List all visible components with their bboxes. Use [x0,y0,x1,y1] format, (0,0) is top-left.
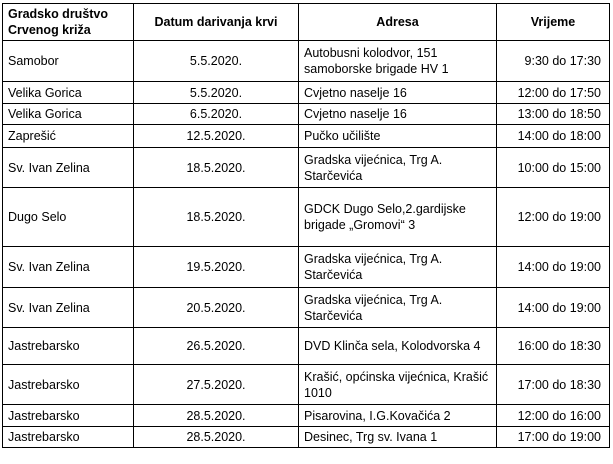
time-cell: 12:00 do 19:00 [497,188,610,247]
table-row [3,125,610,148]
time-cell: 12:00 do 16:00 [497,405,610,427]
org-cell: Jastrebarsko [3,427,134,448]
date-cell: 19.5.2020. [134,247,299,288]
org-cell: Velika Gorica [3,82,134,104]
address-cell: DVD Klinča sela, Kolodvorska 4 [299,328,497,365]
org-cell: Dugo Selo [3,188,134,247]
address-cell: Cvjetno naselje 16 [299,104,497,125]
org-cell: Velika Gorica [3,104,134,125]
date-cell: 18.5.2020. [134,148,299,188]
time-cell: 9:30 do 17:30 [497,41,610,82]
address-cell: Krašić, općinska vijećnica, Krašić 1010 [299,365,497,405]
table-row [3,427,610,448]
time-cell: 12:00 do 17:50 [497,82,610,104]
header-time: Vrijeme [497,4,610,41]
time-cell: 17:00 do 18:30 [497,365,610,405]
table-row [3,328,610,365]
org-cell: Sv. Ivan Zelina [3,148,134,188]
org-cell: Jastrebarsko [3,405,134,427]
date-cell: 5.5.2020. [134,41,299,82]
date-cell: 6.5.2020. [134,104,299,125]
table-row [3,148,610,188]
time-cell: 16:00 do 18:30 [497,328,610,365]
address-cell: Pučko učilište [299,125,497,148]
table-row [3,405,610,427]
table-row [3,104,610,125]
date-cell: 27.5.2020. [134,365,299,405]
time-cell: 14:00 do 19:00 [497,288,610,328]
address-cell: Autobusni kolodvor, 151 samoborske brigade HV 1 [299,41,497,82]
org-cell: Zaprešić [3,125,134,148]
org-cell: Samobor [3,41,134,82]
address-cell: Cvjetno naselje 16 [299,82,497,104]
address-cell: GDCK Dugo Selo,2.gardijske brigade „Gromovi“ 3 [299,188,497,247]
date-cell: 5.5.2020. [134,82,299,104]
org-cell: Jastrebarsko [3,365,134,405]
time-cell: 14:00 do 18:00 [497,125,610,148]
header-org: Gradsko društvo Crvenog križa [3,4,134,41]
date-cell: 20.5.2020. [134,288,299,328]
address-cell: Gradska vijećnica, Trg A. Starčevića [299,148,497,188]
table-row [3,82,610,104]
address-cell: Desinec, Trg sv. Ivana 1 [299,427,497,448]
date-cell: 12.5.2020. [134,125,299,148]
blood-donation-table [2,3,610,448]
time-cell: 13:00 do 18:50 [497,104,610,125]
table-row [3,188,610,247]
date-cell: 28.5.2020. [134,405,299,427]
address-cell: Gradska vijećnica, Trg A. Starčevića [299,247,497,288]
header-date: Datum darivanja krvi [134,4,299,41]
table-row [3,288,610,328]
header-row [3,4,610,41]
table-row [3,247,610,288]
table-row [3,41,610,82]
table-row [3,365,610,405]
date-cell: 18.5.2020. [134,188,299,247]
time-cell: 10:00 do 15:00 [497,148,610,188]
address-cell: Gradska vijećnica, Trg A. Starčevića [299,288,497,328]
time-cell: 14:00 do 19:00 [497,247,610,288]
date-cell: 26.5.2020. [134,328,299,365]
address-cell: Pisarovina, I.G.Kovačića 2 [299,405,497,427]
time-cell: 17:00 do 19:00 [497,427,610,448]
org-cell: Jastrebarsko [3,328,134,365]
org-cell: Sv. Ivan Zelina [3,247,134,288]
date-cell: 28.5.2020. [134,427,299,448]
header-address: Adresa [299,4,497,41]
org-cell: Sv. Ivan Zelina [3,288,134,328]
